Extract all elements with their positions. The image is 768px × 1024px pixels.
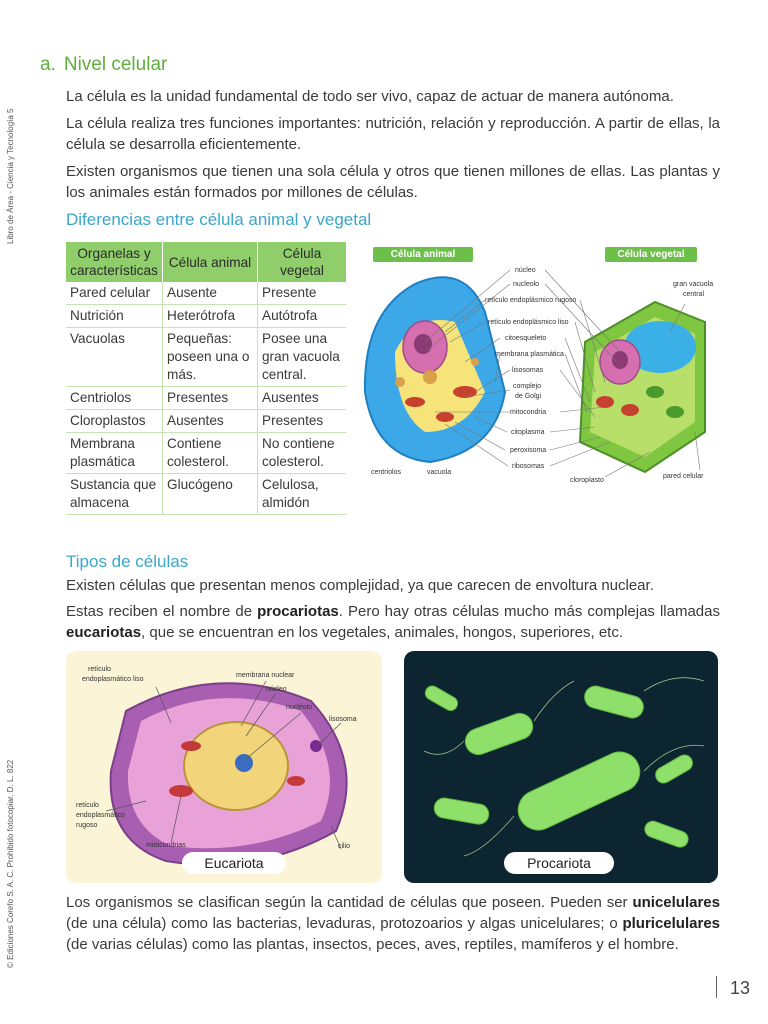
euk-label-nucleo: núcleo — [266, 686, 287, 693]
plant-cell-label: Célula vegetal — [605, 247, 697, 262]
tipos-paragraph-1: Existen células que presentan menos complejidad, ya que carecen de envoltura nuclear. — [66, 577, 654, 594]
diff-heading: Diferencias entre célula animal y vegetal — [66, 210, 372, 229]
final-text: (de varias células) como las plantas, insectos, peces, aves, reptiles, mamíferos y el hombre. — [66, 936, 679, 953]
final-text: Los organismos se clasifican según la cantidad de células que poseen. Pueden ser — [66, 894, 633, 911]
section-title: Nivel celular — [63, 54, 168, 75]
side-note-copyright: © Ediciones Corefo S. A. C. Prohibido fotocopiar. D. L. 822 — [6, 759, 15, 968]
table-cell: Presentes — [163, 387, 258, 410]
label-citoesqueleto: citoesqueleto — [505, 335, 547, 342]
euk-label-rer-3: rugoso — [76, 822, 98, 829]
table-row — [66, 474, 346, 515]
table-row — [66, 410, 346, 433]
table-cell: Cloroplastos — [66, 410, 163, 433]
label-gran-vacuola-1: gran vacuola — [673, 281, 714, 288]
euk-label-lisosoma: lisosoma — [329, 716, 357, 723]
table-row — [66, 387, 346, 410]
prokaryote-figure — [404, 651, 718, 883]
table-cell: Pequeñas: poseen una o más. — [163, 328, 258, 387]
differences-table — [66, 242, 346, 515]
prokaryote-caption: Procariota — [504, 852, 614, 874]
label-membrana: membrana plasmática — [495, 351, 564, 358]
cells-illustration — [355, 242, 725, 490]
table-cell: Posee una gran vacuola central. — [258, 328, 347, 387]
label-nucleolo: nucleolo — [513, 281, 540, 288]
label-vacuola: vacuola — [427, 469, 452, 476]
tipos-text: . Pero hay otras células mucho más complejas llamadas — [338, 603, 720, 620]
eukaryote-caption: Eucariota — [182, 852, 286, 874]
table-header-row — [66, 242, 346, 282]
final-paragraph — [66, 892, 720, 955]
label-peroxisoma: peroxisoma — [510, 447, 547, 454]
table-cell: Vacuolas — [66, 328, 163, 387]
label-nucleo: núcleo — [515, 267, 536, 274]
intro-paragraph-3: Existen organismos que tienen una sola célula y otros que tienen millones de ellas. Las plantas y los animales están formados por millones de células. — [66, 163, 720, 201]
table-cell: Celulosa, almidón — [258, 474, 347, 515]
label-pared: pared celular — [663, 473, 704, 480]
section-heading — [40, 54, 167, 76]
label-lisosomas: lisosomas — [512, 367, 544, 374]
label-ribosomas: ribosomas — [512, 463, 545, 470]
table-cell: Contiene colesterol. — [163, 433, 258, 474]
label-cloroplasto: cloroplasto — [570, 477, 604, 484]
term-eucariotas: eucariotas — [66, 624, 142, 641]
euk-label-mito: mitocondrias — [146, 842, 186, 849]
table-header: Célula animal — [163, 242, 258, 282]
tipos-heading: Tipos de células — [66, 552, 189, 571]
table-row — [66, 328, 346, 387]
label-golgi-2: de Golgi — [515, 393, 542, 400]
tipos-paragraph-2 — [66, 601, 720, 643]
term-pluricelulares: pluricelulares — [622, 915, 720, 932]
page-divider — [716, 976, 717, 998]
animal-cell-label: Célula animal — [373, 247, 473, 262]
table-cell: Pared celular — [66, 282, 163, 305]
label-mitocondria: mitocondria — [510, 409, 547, 416]
prokaryote-illustration — [404, 651, 718, 883]
label-golgi-1: complejo — [513, 383, 542, 390]
table-cell: Membrana plasmática — [66, 433, 163, 474]
label-rer: retículo endoplásmico rugoso — [485, 297, 577, 304]
table-cell: Glucógeno — [163, 474, 258, 515]
table-cell: Nutrición — [66, 305, 163, 328]
table-cell: No contiene colesterol. — [258, 433, 347, 474]
eukaryote-figure — [66, 651, 382, 883]
intro-paragraph-1: La célula es la unidad fundamental de todo ser vivo, capaz de actuar de manera autónoma. — [66, 88, 674, 105]
intro-paragraph-2: La célula realiza tres funciones importantes: nutrición, relación y reproducción. A partir de ellas, la célula se desarrolla eficientemente. — [66, 115, 720, 153]
table-cell: Ausentes — [258, 387, 347, 410]
label-citoplasma: citoplasma — [511, 429, 545, 436]
table-cell: Centriolos — [66, 387, 163, 410]
euk-label-rel-1: retículo — [88, 666, 111, 673]
table-cell: Autótrofa — [258, 305, 347, 328]
euk-label-membrana: membrana nuclear — [236, 672, 295, 679]
euk-label-cilio: cilio — [338, 843, 351, 850]
term-procariotas: procariotas — [257, 603, 339, 620]
table-cell: Ausente — [163, 282, 258, 305]
table-row — [66, 433, 346, 474]
table-cell: Sustancia que almacena — [66, 474, 163, 515]
term-unicelulares: unicelulares — [632, 894, 720, 911]
table-cell: Presente — [258, 282, 347, 305]
eukaryote-illustration — [66, 651, 382, 883]
table-cell: Ausentes — [163, 410, 258, 433]
side-note-book: Libro de Área - Ciencia y Tecnología 5 — [6, 108, 15, 244]
tipos-text: Estas reciben el nombre de — [66, 603, 258, 620]
euk-label-nucleolo: nucléolo — [286, 704, 313, 711]
section-letter: a. — [40, 54, 56, 75]
table-row — [66, 282, 346, 305]
label-rel: retículo endoplásmico liso — [488, 319, 569, 326]
tipos-text: , que se encuentran en los vegetales, animales, hongos, superiores, etc. — [141, 624, 624, 641]
cells-figure — [355, 242, 725, 490]
label-centriolos: centriolos — [371, 469, 401, 476]
euk-label-rer-1: retículo — [76, 802, 99, 809]
table-header: Organelas y características — [66, 242, 163, 282]
table-cell: Heterótrofa — [163, 305, 258, 328]
final-text: (de una célula) como las bacterias, levaduras, protozoarios y algas unicelulares; o — [66, 915, 623, 932]
page-number: 13 — [729, 978, 750, 998]
table-cell: Presentes — [258, 410, 347, 433]
table-row — [66, 305, 346, 328]
table-header: Célula vegetal — [258, 242, 347, 282]
label-gran-vacuola-2: central — [683, 291, 705, 298]
euk-label-rer-2: endoplasmático — [76, 812, 126, 819]
euk-label-rel-2: endoplasmático liso — [82, 676, 144, 683]
